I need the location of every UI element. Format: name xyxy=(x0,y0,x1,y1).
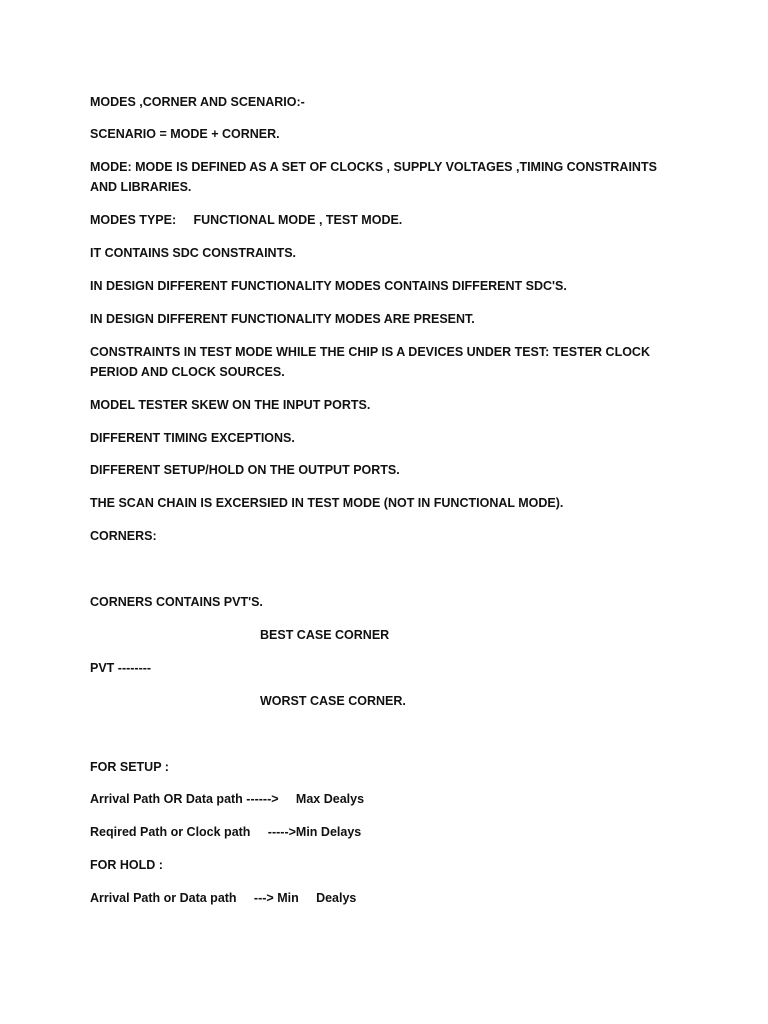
modes-present-line: IN DESIGN DIFFERENT FUNCTIONALITY MODES ARE PRESENT. xyxy=(90,312,475,326)
different-sdcs-line: IN DESIGN DIFFERENT FUNCTIONALITY MODES CONTAINS DIFFERENT SDC'S. xyxy=(90,279,567,293)
test-mode-constraints: CONSTRAINTS IN TEST MODE WHILE THE CHIP IS A DEVICES UNDER TEST: TESTER CLOCK PERIOD AND CLOCK SOURCES. xyxy=(90,345,650,379)
heading-modes-corner-scenario: MODES ,CORNER AND SCENARIO:- xyxy=(90,95,305,109)
scan-chain-line: THE SCAN CHAIN IS EXCERSIED IN TEST MODE (NOT IN FUNCTIONAL MODE). xyxy=(90,496,564,510)
best-case-corner: BEST CASE CORNER xyxy=(260,628,390,642)
scenario-definition: SCENARIO = MODE + CORNER. xyxy=(90,127,280,141)
corners-pvt-line: CORNERS CONTAINS PVT'S. xyxy=(90,595,263,609)
worst-case-corner: WORST CASE CORNER. xyxy=(260,694,406,708)
for-setup-heading: FOR SETUP : xyxy=(90,760,169,774)
setup-required-path: Reqired Path or Clock path ----->Min Delays xyxy=(90,825,362,839)
modes-type: MODES TYPE: FUNCTIONAL MODE , TEST MODE. xyxy=(90,213,403,227)
pvt-line: PVT -------- xyxy=(90,661,152,675)
corners-heading: CORNERS: xyxy=(90,529,157,543)
hold-arrival-path: Arrival Path or Data path ---> Min Dealys xyxy=(90,891,357,905)
mode-definition: MODE: MODE IS DEFINED AS A SET OF CLOCKS , SUPPLY VOLTAGES ,TIMING CONSTRAINTS AND LIBRARIES. xyxy=(90,160,657,194)
tester-skew-line: MODEL TESTER SKEW ON THE INPUT PORTS. xyxy=(90,398,371,412)
setup-arrival-path: Arrival Path OR Data path ------> Max Dealys xyxy=(90,792,365,806)
timing-exceptions-line: DIFFERENT TIMING EXCEPTIONS. xyxy=(90,431,295,445)
sdc-constraints-line: IT CONTAINS SDC CONSTRAINTS. xyxy=(90,246,297,260)
setup-hold-line: DIFFERENT SETUP/HOLD ON THE OUTPUT PORTS. xyxy=(90,463,400,477)
for-hold-heading: FOR HOLD : xyxy=(90,858,163,872)
